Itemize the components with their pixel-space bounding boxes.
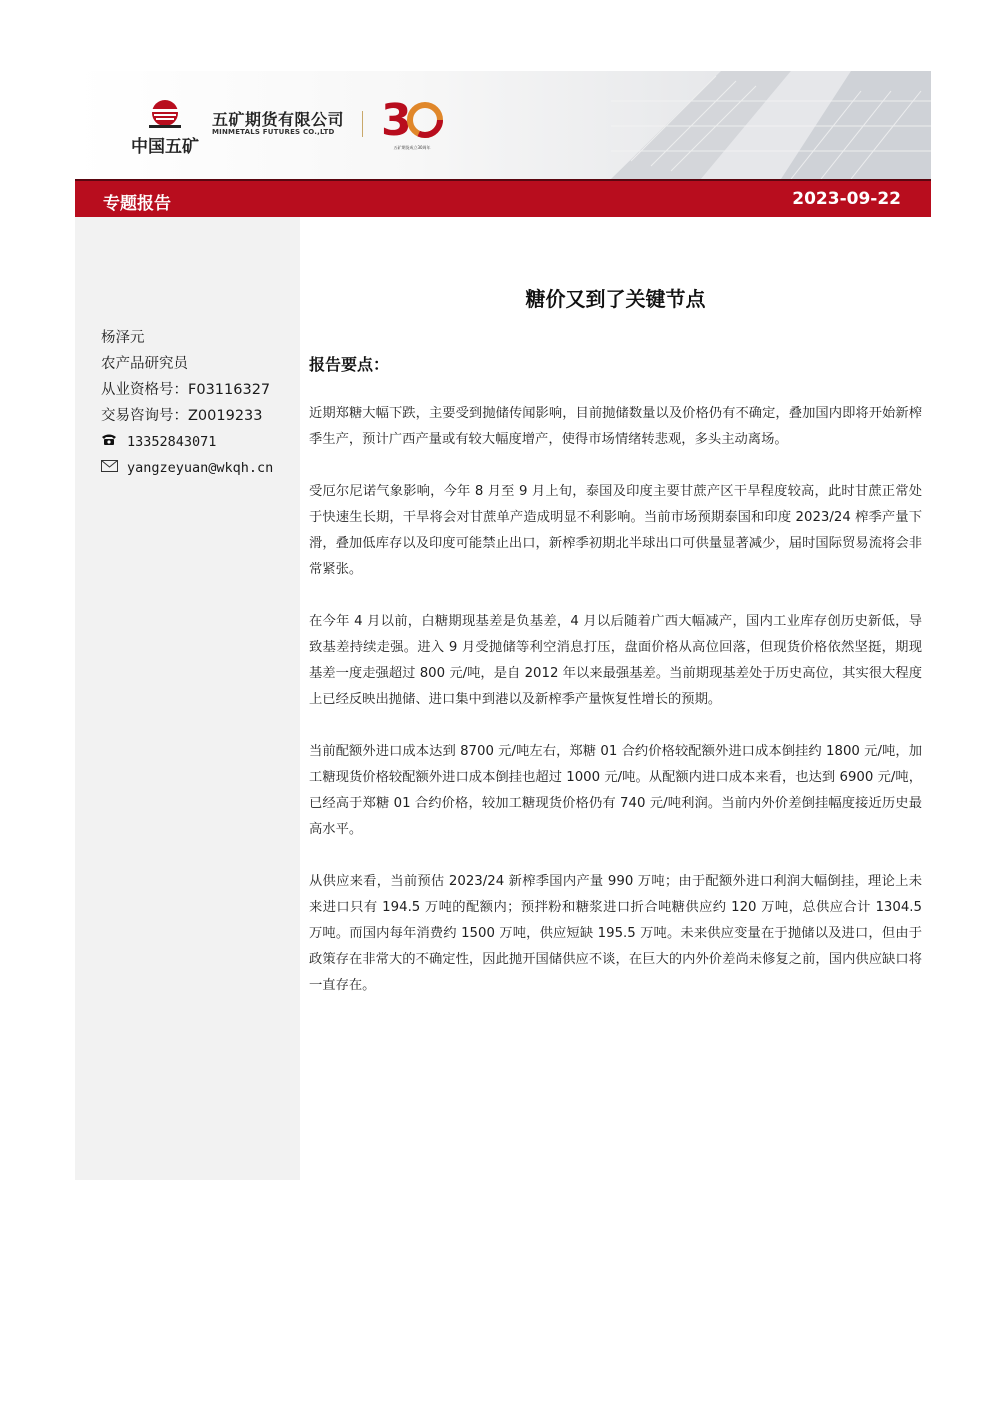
author-info xyxy=(101,325,296,481)
author-email[interactable]: yangzeyuan@wkqh.cn xyxy=(127,460,274,476)
author-phone: 13352843071 xyxy=(127,434,217,450)
author-consult-number: 交易咨询号：Z0019233 xyxy=(101,408,263,424)
report-type-label: 专题报告 xyxy=(103,194,171,214)
header-banner xyxy=(75,71,931,179)
author-email-row xyxy=(101,455,296,481)
envelope-icon xyxy=(101,455,119,481)
paragraph: 在今年 4 月以前，白糖期现基差是负基差，4 月以后随着广西大幅减产，国内工业库存创历史新低，导致基差持续走强。进入 9 月受抛储等利空消息打压，盘面价格从高位回落，但现货价格依然坚挺，期现基差一度走强超过 800 元/吨，是自 2012 年以来最强基差。当前期现基差处于历史高位，其实很大程度上已经反映出抛储、进口集中到港以及新榨季产量恢复性增长的预期。 xyxy=(309,614,922,707)
report-type-bar xyxy=(75,179,931,217)
paragraph: 当前配额外进口成本达到 8700 元/吨左右，郑糖 01 合约价格较配额外进口成本倒挂约 1800 元/吨，加工糖现货价格较配额外进口成本倒挂也超过 1000 元/吨。从配额内进口成本来看，也达到 6900 元/吨，已经高于郑糖 01 合约价格，较加工糖现货价格仍有 740 元/吨利润。当前内外价差倒挂幅度接近历史最高水平。 xyxy=(309,744,922,837)
building-graphic xyxy=(491,71,931,179)
author-role: 农产品研究员 xyxy=(101,356,188,372)
paragraph: 受厄尔尼诺气象影响，今年 8 月至 9 月上旬，泰国及印度主要甘蔗产区干旱程度较高，此时甘蔗正常处于快速生长期，干旱将会对甘蔗单产造成明显不利影响。当前市场预期泰国和印度 2023/24 榨季产量下滑，叠加低库存以及印度可能禁止出口，新榨季初期北半球出口可供量显著减少，届时国际贸易流将会非常紧张。 xyxy=(309,484,922,577)
author-phone-row xyxy=(101,429,296,455)
report-date: 2023-09-22 xyxy=(792,189,901,209)
company-name-cn: 五矿期货有限公司 xyxy=(212,110,345,129)
paragraph: 从供应来看，当前预估 2023/24 新榨季国内产量 990 万吨；由于配额外进口利润大幅倒挂，理论上未来进口只有 194.5 万吨的配额内；预拌粉和糖浆进口折合吨糖供应约 120 万吨，总供应合计 1304.5 万吨。而国内每年消费约 1500 万吨，供应短缺 195.5 万吨。未来供应变量在于抛储以及进口，但由于政策存在非常大的不确定性，因此抛开国储供应不谈，在巨大的内外价差尚未修复之前，国内供应缺口将一直存在。 xyxy=(309,874,922,993)
anniversary-30-logo-icon xyxy=(377,89,447,153)
author-qualification: 从业资格号：F03116327 xyxy=(101,382,271,398)
report-title: 糖价又到了关键节点 xyxy=(525,287,706,311)
company-name-en: MINMETALS FUTURES CO.,LTD xyxy=(212,128,335,136)
svg-text:3: 3 xyxy=(381,95,412,146)
logo-divider xyxy=(362,111,363,137)
anniversary-caption: 五矿期货成立30周年 xyxy=(393,145,431,150)
paragraph: 近期郑糖大幅下跌，主要受到抛储传闻影响，目前抛储数量以及价格仍有不确定，叠加国内即将开始新榨季生产，预计广西产量或有较大幅度增产，使得市场情绪转悲观，多头主动离场。 xyxy=(309,406,922,447)
phone-icon xyxy=(101,429,119,455)
section-heading: 报告要点： xyxy=(309,355,390,374)
author-name: 杨泽元 xyxy=(101,330,145,346)
brand-name: 中国五矿 xyxy=(131,137,199,157)
report-body xyxy=(309,401,922,1025)
